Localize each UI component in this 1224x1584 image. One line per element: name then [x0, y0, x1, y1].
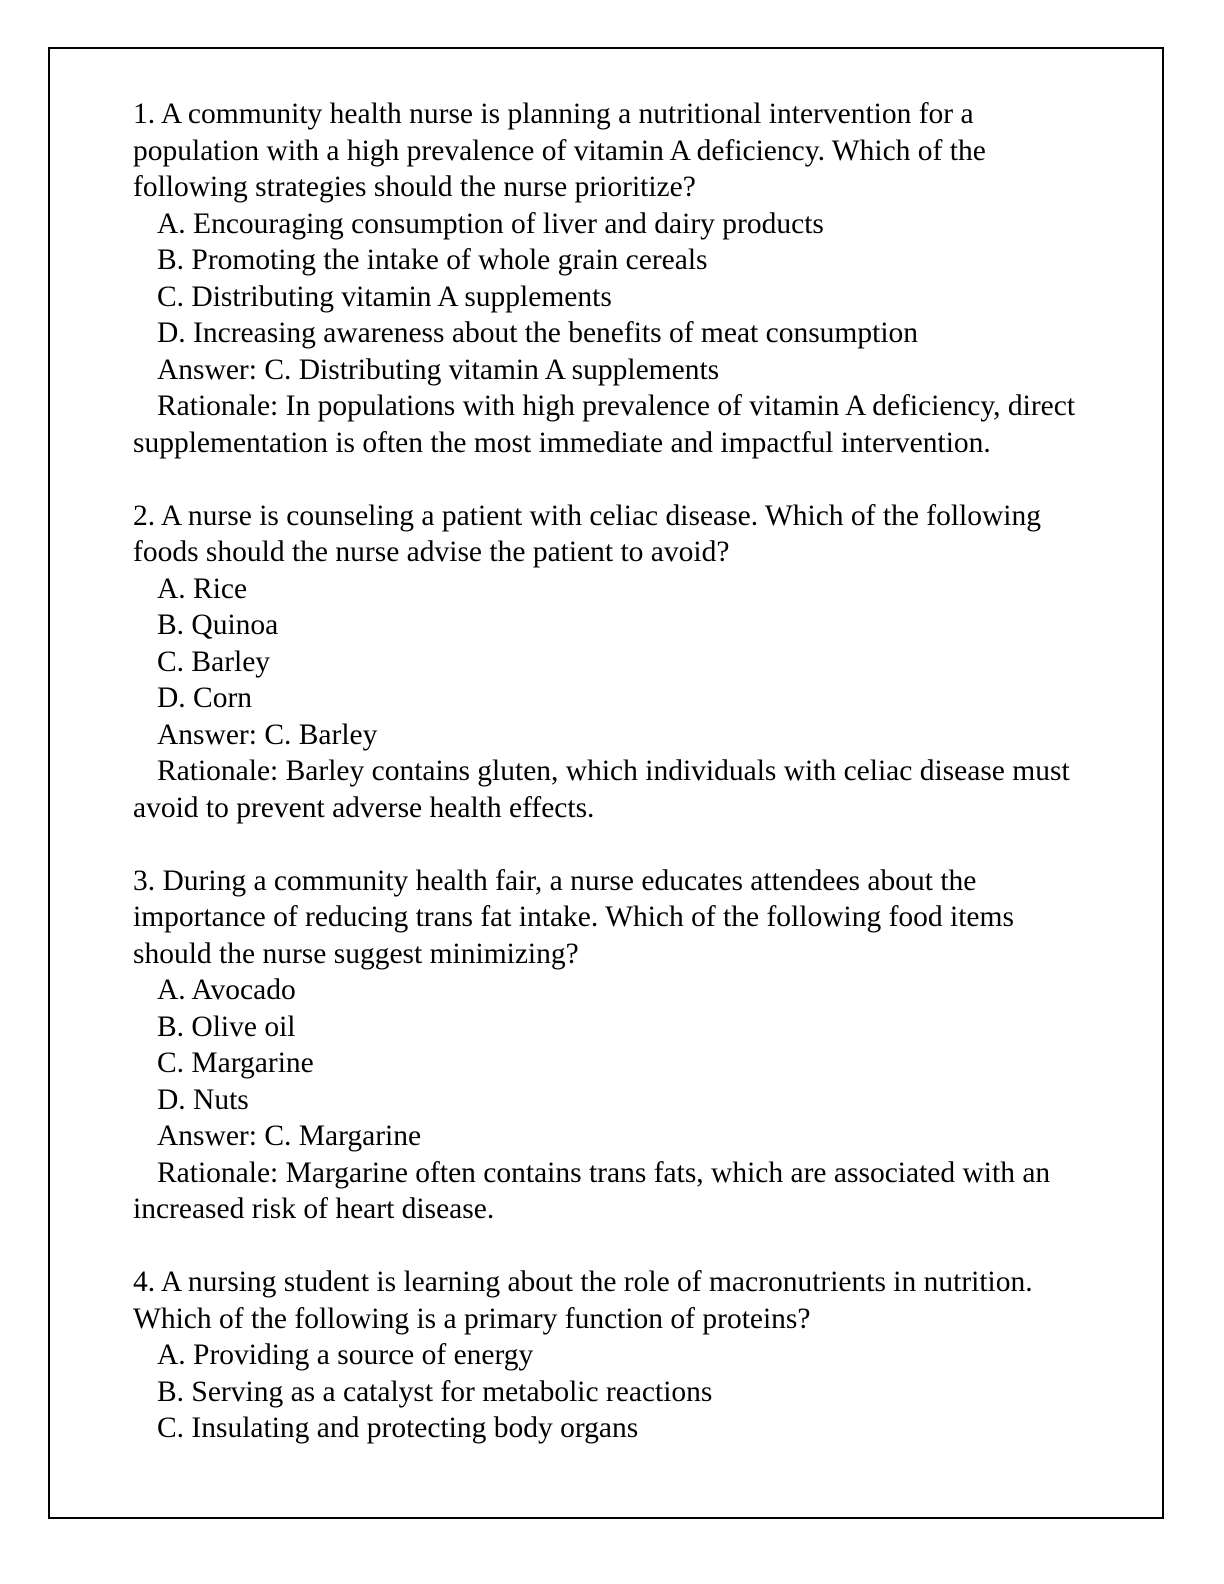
question-3 [133, 863, 1098, 1228]
rationale: Rationale: In populations with high prevalence of vitamin A deficiency, direct supplementation is often the most immediate and impactful intervention. [133, 390, 1076, 459]
question-stem: 3. During a community health fair, a nurse educates attendees about the importance of reducing trans fat intake. Which of the following food items should the nurse suggest minimizing? [133, 864, 1014, 970]
option-a: A. Providing a source of energy [157, 1339, 534, 1371]
rationale: Rationale: Barley contains gluten, which individuals with celiac disease must avoid to prevent adverse health effects. [133, 755, 1070, 824]
question-stem: 4. A nursing student is learning about the role of macronutrients in nutrition. Which of the following is a primary function of proteins? [133, 1266, 1033, 1335]
option-d: D. Increasing awareness about the benefits of meat consumption [157, 317, 919, 349]
option-d: D. Nuts [157, 1083, 249, 1116]
option-c: C. Margarine [157, 1047, 314, 1079]
option-b: B. Quinoa [157, 609, 279, 641]
option-a: A. Encouraging consumption of liver and dairy products [157, 207, 824, 240]
option-a: A. Avocado [157, 974, 296, 1006]
option-c: C. Distributing vitamin A supplements [157, 280, 612, 313]
option-a: A. Rice [157, 572, 248, 605]
rationale: Rationale: Margarine often contains trans fats, which are associated with an increased risk of heart disease. [133, 1156, 1051, 1225]
question-2 [133, 498, 1098, 827]
question-stem: 2. A nurse is counseling a patient with celiac disease. Which of the following foods should the nurse advise the patient to avoid? [133, 499, 1042, 568]
question-stem: 1. A community health nurse is planning a nutritional intervention for a population with a high prevalence of vitamin A deficiency. Which of the following strategies should the nurse prioritize? [133, 98, 986, 203]
option-c: C. Barley [157, 645, 271, 678]
question-1 [133, 96, 1098, 461]
option-b: B. Promoting the intake of whole grain cereals [157, 244, 708, 276]
option-c: C. Insulating and protecting body organs [157, 1412, 639, 1444]
answer: Answer: C. Margarine [157, 1120, 422, 1152]
question-4 [133, 1264, 1098, 1447]
answer: Answer: C. Barley [157, 718, 378, 751]
option-d: D. Corn [157, 682, 253, 714]
option-b: B. Olive oil [157, 1010, 296, 1043]
document-body [133, 96, 1098, 1483]
answer: Answer: C. Distributing vitamin A supplements [157, 353, 720, 386]
option-b: B. Serving as a catalyst for metabolic reactions [157, 1375, 713, 1408]
